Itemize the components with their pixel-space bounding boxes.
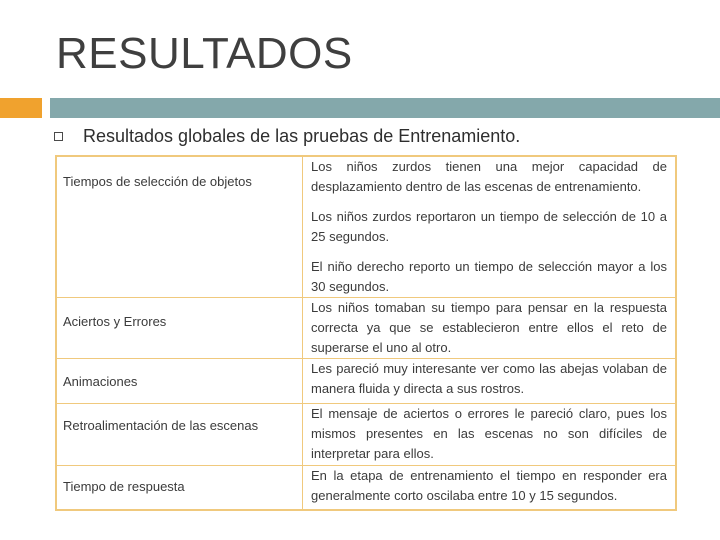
bullet-item [54, 122, 520, 150]
row-label: Tiempo de respuesta [63, 479, 185, 494]
paragraph: En la etapa de entrenamiento el tiempo en responder era generalmente corto oscilaba entre 10 y 15 segundos. [311, 468, 667, 503]
row-content [303, 466, 675, 506]
row-label: Aciertos y Errores [63, 314, 167, 329]
paragraph: El niño derecho reporto un tiempo de selección mayor a los 30 segundos. [311, 259, 667, 294]
table-row [56, 156, 676, 298]
paragraph: El mensaje de aciertos o errores le pareció claro, pues los mismos presentes en las escenas no son difíciles de interpretar para ellos. [311, 406, 667, 461]
paragraph: Los niños zurdos reportaron un tiempo de selección de 10 a 25 segundos. [311, 209, 667, 244]
row-content [303, 298, 675, 358]
row-content [303, 157, 675, 297]
paragraph: Los niños tomaban su tiempo para pensar en la respuesta correcta ya que se establecieron entre ellos el reto de superarse el uno al otro. [311, 300, 667, 355]
bullet-text: Resultados globales de las pruebas de Entrenamiento. [83, 126, 521, 146]
results-table [55, 155, 677, 511]
table-row [56, 298, 676, 359]
row-label: Tiempos de selección de objetos [63, 174, 252, 189]
row-label: Retroalimentación de las escenas [63, 418, 259, 433]
accent-bar-orange [0, 98, 42, 118]
accent-bar-blue [50, 98, 720, 118]
table-row [56, 466, 676, 510]
table-row [56, 404, 676, 466]
slide-title: RESULTADOS [56, 29, 353, 78]
paragraph: Los niños zurdos tienen una mejor capacidad de desplazamiento dentro de las escenas de entrenamiento. [311, 159, 667, 194]
paragraph: Les pareció muy interesante ver como las abejas volaban de manera fluida y directa a sus rostros. [311, 361, 667, 396]
row-content [303, 404, 675, 464]
row-content [303, 359, 675, 399]
table-row [56, 359, 676, 404]
square-bullet-icon [54, 132, 63, 141]
row-label: Animaciones [63, 374, 138, 389]
